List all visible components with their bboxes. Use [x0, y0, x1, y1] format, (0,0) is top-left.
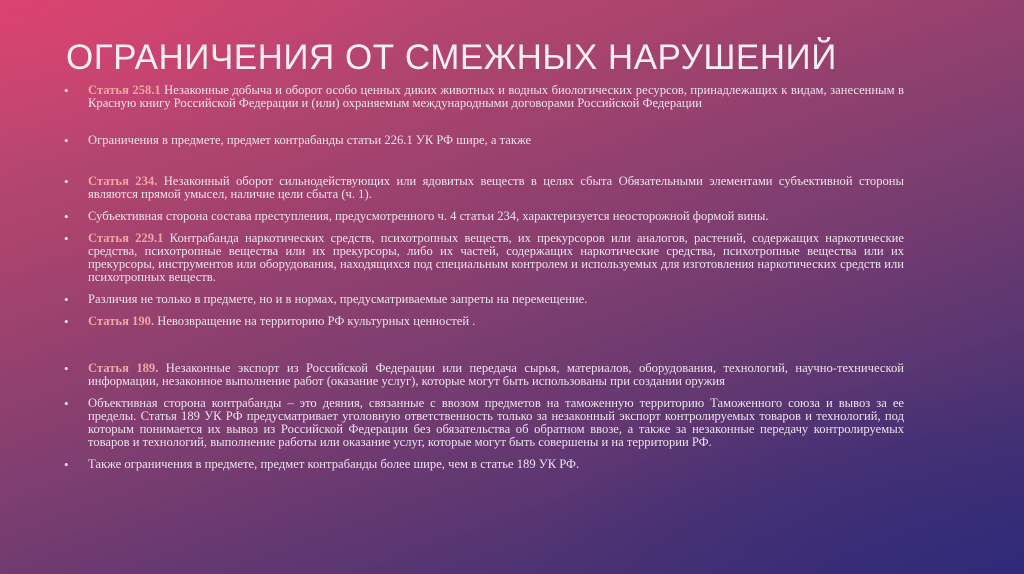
item-text: Незаконные добыча и оборот особо ценных диких животных и водных биологических ресурсов, принадлежащих к видам, занесенным в Красную книгу Российской Федерации и (или) охраняемым международными договорами Российской Федерации	[88, 83, 904, 110]
item-text: Объективная сторона контрабанды – это деяния, связанные с ввозом предметов на таможенную территорию Таможенного союза и вывоз за ее пределы. Статья 189 УК РФ предусматривает уголовную ответственность только за незаконный экспорт контролируемых товаров и технологий, под которым понимается их вывоз из Российской Федерации без обязательства об обратном ввозе, а также за незаконные передачу контролируемых товаров и технологий, выполнение работы или оказание услуг, которые могут быть совершены и на территории РФ.	[88, 396, 904, 449]
list-item	[64, 175, 904, 201]
list-item	[64, 362, 904, 388]
bullet-icon: •	[64, 396, 69, 411]
list-item	[64, 84, 904, 110]
list-item	[64, 232, 904, 284]
bullet-icon: •	[64, 133, 69, 148]
bullet-icon: •	[64, 457, 69, 472]
list-item	[64, 458, 904, 471]
item-text: Незаконные экспорт из Российской Федерации или передача сырья, материалов, оборудования, технологий, научно-технической информации, незаконное выполнение работ (оказание услуг), которые могут быть использованы при создании оружия	[88, 361, 905, 388]
list-item	[64, 315, 904, 328]
bullet-icon: •	[64, 314, 69, 329]
item-text: Субъективная сторона состава преступления, предусмотренного ч. 4 статьи 234, характеризуется неосторожной формой вины.	[88, 209, 769, 223]
bullet-icon: •	[64, 83, 69, 98]
article-reference: Статья 258.1	[88, 83, 161, 97]
item-text: Также ограничения в предмете, предмет контрабанды более шире, чем в статье 189 УК РФ.	[88, 457, 580, 471]
bullet-list	[64, 84, 904, 471]
bullet-icon: •	[64, 361, 69, 376]
list-item	[64, 397, 904, 449]
item-text: Невозвращение на территорию РФ культурных ценностей .	[154, 314, 476, 328]
article-reference: Статья 190.	[88, 314, 155, 328]
slide-title: ОГРАНИЧЕНИЯ ОТ СМЕЖНЫХ НАРУШЕНИЙ	[66, 38, 837, 77]
bullet-icon: •	[64, 209, 69, 224]
item-text: Различия не только в предмете, но и в нормах, предусматриваемые запреты на перемещение.	[88, 292, 588, 306]
article-reference: Статья 234.	[88, 174, 158, 188]
item-text: Незаконный оборот сильнодействующих или ядовитых веществ в целях сбыта Обязательными элементами субъективной стороны являются прямой умысел, наличие цели сбыта (ч. 1).	[88, 174, 904, 201]
bullet-icon: •	[64, 231, 69, 246]
item-text: Ограничения в предмете, предмет контрабанды статьи 226.1 УК РФ шире, а также	[88, 133, 532, 147]
list-item	[64, 210, 904, 223]
article-reference: Статья 229.1	[88, 231, 164, 245]
bullet-icon: •	[64, 174, 69, 189]
list-item	[64, 293, 904, 306]
bullet-icon: •	[64, 292, 69, 307]
list-item	[64, 134, 904, 147]
article-reference: Статья 189.	[88, 361, 159, 375]
item-text: Контрабанда наркотических средств, психотропных веществ, их прекурсоров или аналогов, растений, содержащих наркотические средства, психотропные вещества или их прекурсоры, либо их частей, содержащих наркотические средства, психотропные вещества или их прекурсоры, инструментов или оборудования, находящихся под специальным контролем и используемых для изготовления наркотических средств или психотропных веществ.	[88, 231, 904, 284]
